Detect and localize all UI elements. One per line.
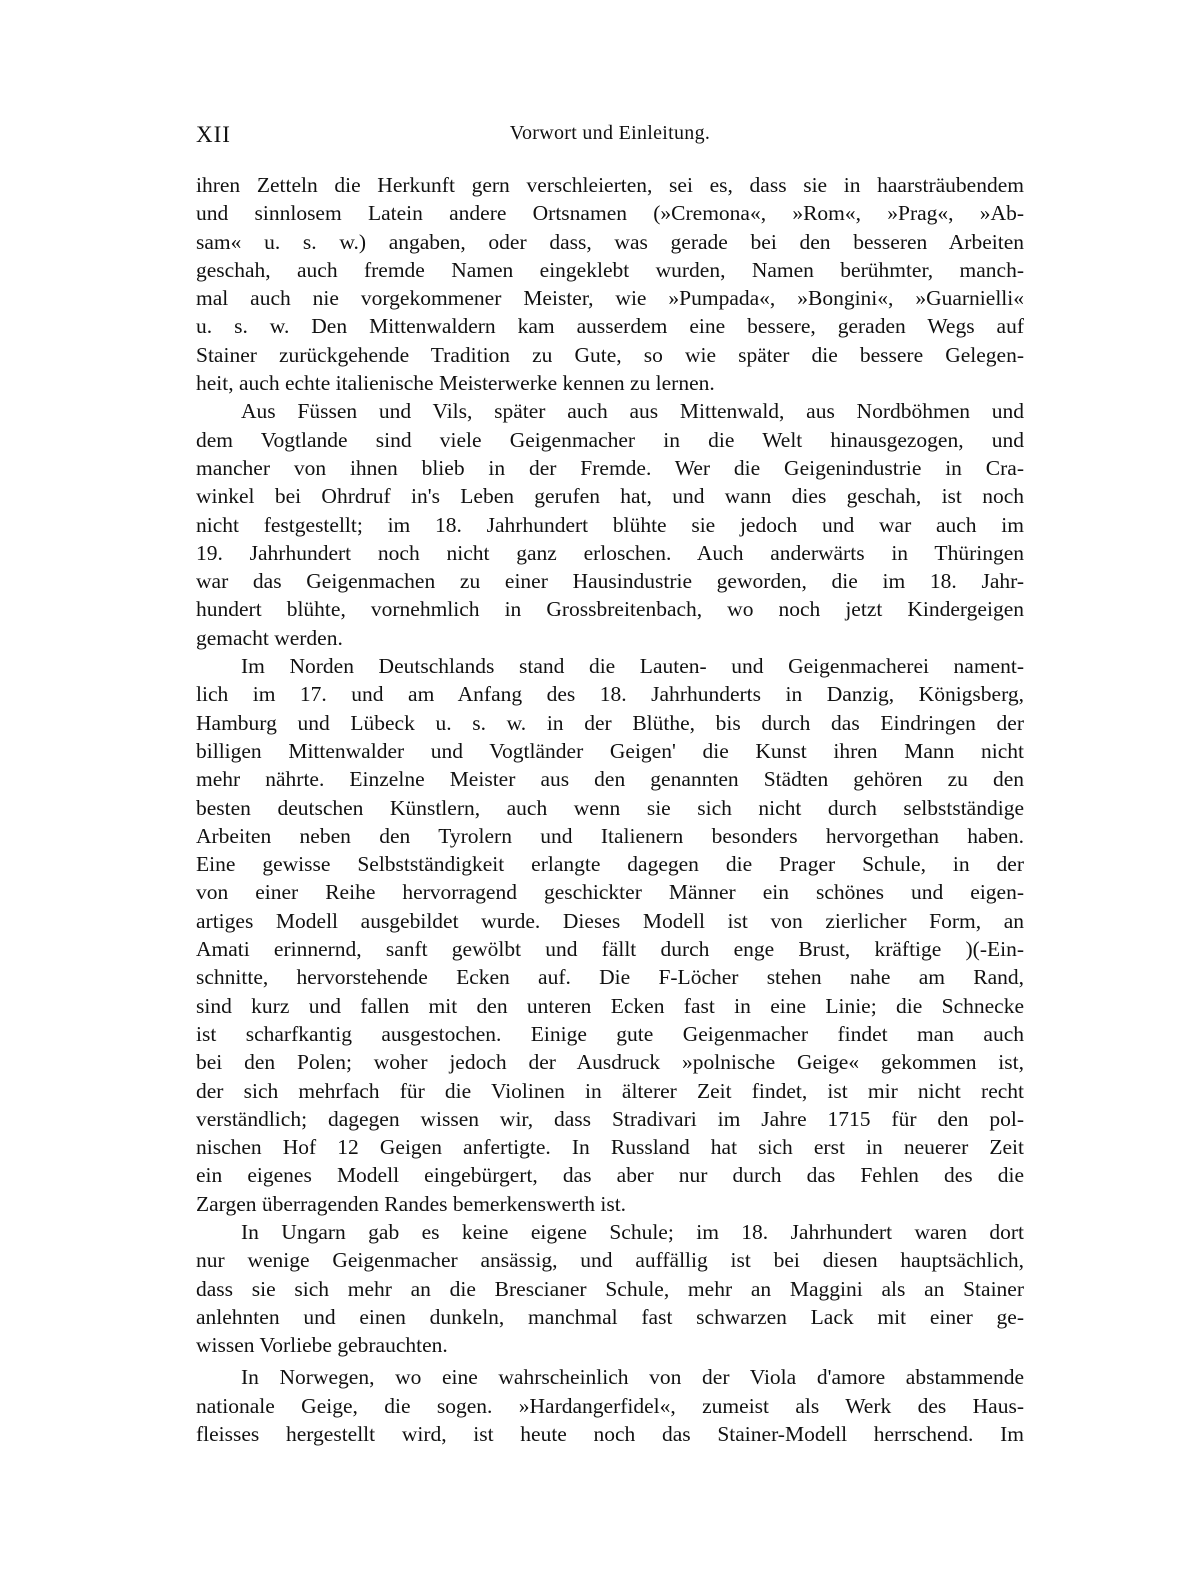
text-line: ist scharfkantig ausgestochen. Einige gute Geigenmacher findet man auch (196, 1021, 1024, 1046)
paragraph (196, 1218, 1024, 1359)
text-line: mancher von ihnen blieb in der Fremde. Wer die Geigenindustrie in Cra- (196, 455, 1024, 480)
text-line: dem Vogtlande sind viele Geigenmacher in die Welt hinausgezogen, und (196, 427, 1024, 452)
text-line: nicht festgestellt; im 18. Jahrhundert blühte sie jedoch und war auch im (196, 512, 1024, 537)
text-line: artiges Modell ausgebildet wurde. Dieses Modell ist von zierlicher Form, an (196, 908, 1024, 933)
text-line: nationale Geige, die sogen. »Hardangerfidel«, zumeist als Werk des Haus- (196, 1393, 1024, 1418)
text-line: bei den Polen; woher jedoch der Ausdruck »polnische Geige« gekommen ist, (196, 1050, 1024, 1075)
paragraph (196, 397, 1024, 652)
text-line: Zargen überragenden Randes bemerkenswerth ist. (196, 1191, 627, 1216)
text-line: mal auch nie vorgekommener Meister, wie »Pumpada«, »Bongini«, »Guarnielli« (196, 286, 1024, 311)
text-line: Im Norden Deutschlands stand die Lauten- und Geigenmacherei nament- (241, 654, 1024, 679)
text-line: sind kurz und fallen mit den unteren Ecken fast in eine Linie; die Schnecke (196, 993, 1024, 1018)
text-line: winkel bei Ohrdruf in's Leben gerufen hat, und wann dies geschah, ist noch (196, 484, 1024, 509)
paragraph (196, 171, 1024, 397)
text-line: sam« u. s. w.) angaben, oder dass, was gerade bei den besseren Arbeiten (196, 229, 1024, 254)
text-line: mehr nährte. Einzelne Meister aus den genannten Städten gehören zu den (196, 767, 1024, 792)
text-line: wissen Vorliebe gebrauchten. (196, 1333, 448, 1358)
text-line: geschah, auch fremde Namen eingeklebt wurden, Namen berühmter, manch- (196, 257, 1024, 282)
text-line: Eine gewisse Selbstständigkeit erlangte dagegen die Prager Schule, in der (196, 852, 1024, 877)
text-line: der sich mehrfach für die Violinen in älterer Zeit findet, ist mir nicht recht (196, 1078, 1024, 1103)
text-line: von einer Reihe hervorragend geschickter Männer ein schönes und eigen- (196, 880, 1024, 905)
text-line: Arbeiten neben den Tyrolern und Italienern besonders hervorgethan haben. (196, 823, 1024, 848)
running-head: Vorwort und Einleitung. (509, 122, 711, 144)
text-line: schnitte, hervorstehende Ecken auf. Die F-Löcher stehen nahe am Rand, (196, 965, 1024, 990)
text-line: billigen Mittenwalder und Vogtländer Geigen' die Kunst ihren Mann nicht (196, 738, 1024, 763)
text-line: ein eigenes Modell eingebürgert, das aber nur durch das Fehlen des die (196, 1163, 1024, 1188)
text-line: nur wenige Geigenmacher ansässig, und auffällig ist bei diesen hauptsächlich, (196, 1248, 1024, 1273)
text-line: Hamburg und Lübeck u. s. w. in der Blüthe, bis durch das Eindringen der (196, 710, 1024, 735)
text-line: lich im 17. und am Anfang des 18. Jahrhunderts in Danzig, Königsberg, (196, 682, 1024, 707)
body-text (196, 171, 1024, 1448)
text-line: fleisses hergestellt wird, ist heute noch das Stainer-Modell herrschend. Im (196, 1422, 1024, 1447)
text-line: 19. Jahrhundert noch nicht ganz erloschen. Auch anderwärts in Thüringen (196, 540, 1024, 565)
text-line: war das Geigenmachen zu einer Hausindustrie geworden, die im 18. Jahr- (196, 569, 1024, 594)
text-line: Aus Füssen und Vils, später auch aus Mittenwald, aus Nordböhmen und (241, 399, 1024, 424)
page-header (196, 122, 1024, 156)
paragraph (196, 1363, 1024, 1448)
text-line: Stainer zurückgehende Tradition zu Gute, so wie später die bessere Gelegen- (196, 342, 1024, 367)
text-line: u. s. w. Den Mittenwaldern kam ausserdem eine bessere, geraden Wegs auf (196, 314, 1024, 339)
text-line: Amati erinnernd, sanft gewölbt und fällt durch enge Brust, kräftige )(-Ein- (196, 937, 1024, 962)
text-line: gemacht werden. (196, 625, 343, 650)
text-line: heit, auch echte italienische Meisterwerke kennen zu lernen. (196, 371, 715, 396)
text-line: besten deutschen Künstlern, auch wenn sie sich nicht durch selbstständige (196, 795, 1024, 820)
page-number: XII (196, 122, 231, 147)
text-line: nischen Hof 12 Geigen anfertigte. In Russland hat sich erst in neuerer Zeit (196, 1135, 1024, 1160)
text-line: dass sie sich mehr an die Brescianer Schule, mehr an Maggini als an Stainer (196, 1276, 1024, 1301)
text-line: anlehnten und einen dunkeln, manchmal fast schwarzen Lack mit einer ge- (196, 1304, 1024, 1329)
text-line: In Norwegen, wo eine wahrscheinlich von der Viola d'amore abstammende (241, 1365, 1024, 1390)
text-line: In Ungarn gab es keine eigene Schule; im 18. Jahrhundert waren dort (241, 1219, 1024, 1244)
text-line: und sinnlosem Latein andere Ortsnamen (»Cremona«, »Rom«, »Prag«, »Ab- (196, 201, 1024, 226)
text-line: verständlich; dagegen wissen wir, dass Stradivari im Jahre 1715 für den pol- (196, 1106, 1024, 1131)
text-line: ihren Zetteln die Herkunft gern verschleierten, sei es, dass sie in haarsträubendem (196, 173, 1024, 197)
paragraph (196, 652, 1024, 1218)
text-line: hundert blühte, vornehmlich in Grossbreitenbach, wo noch jetzt Kindergeigen (196, 597, 1024, 622)
